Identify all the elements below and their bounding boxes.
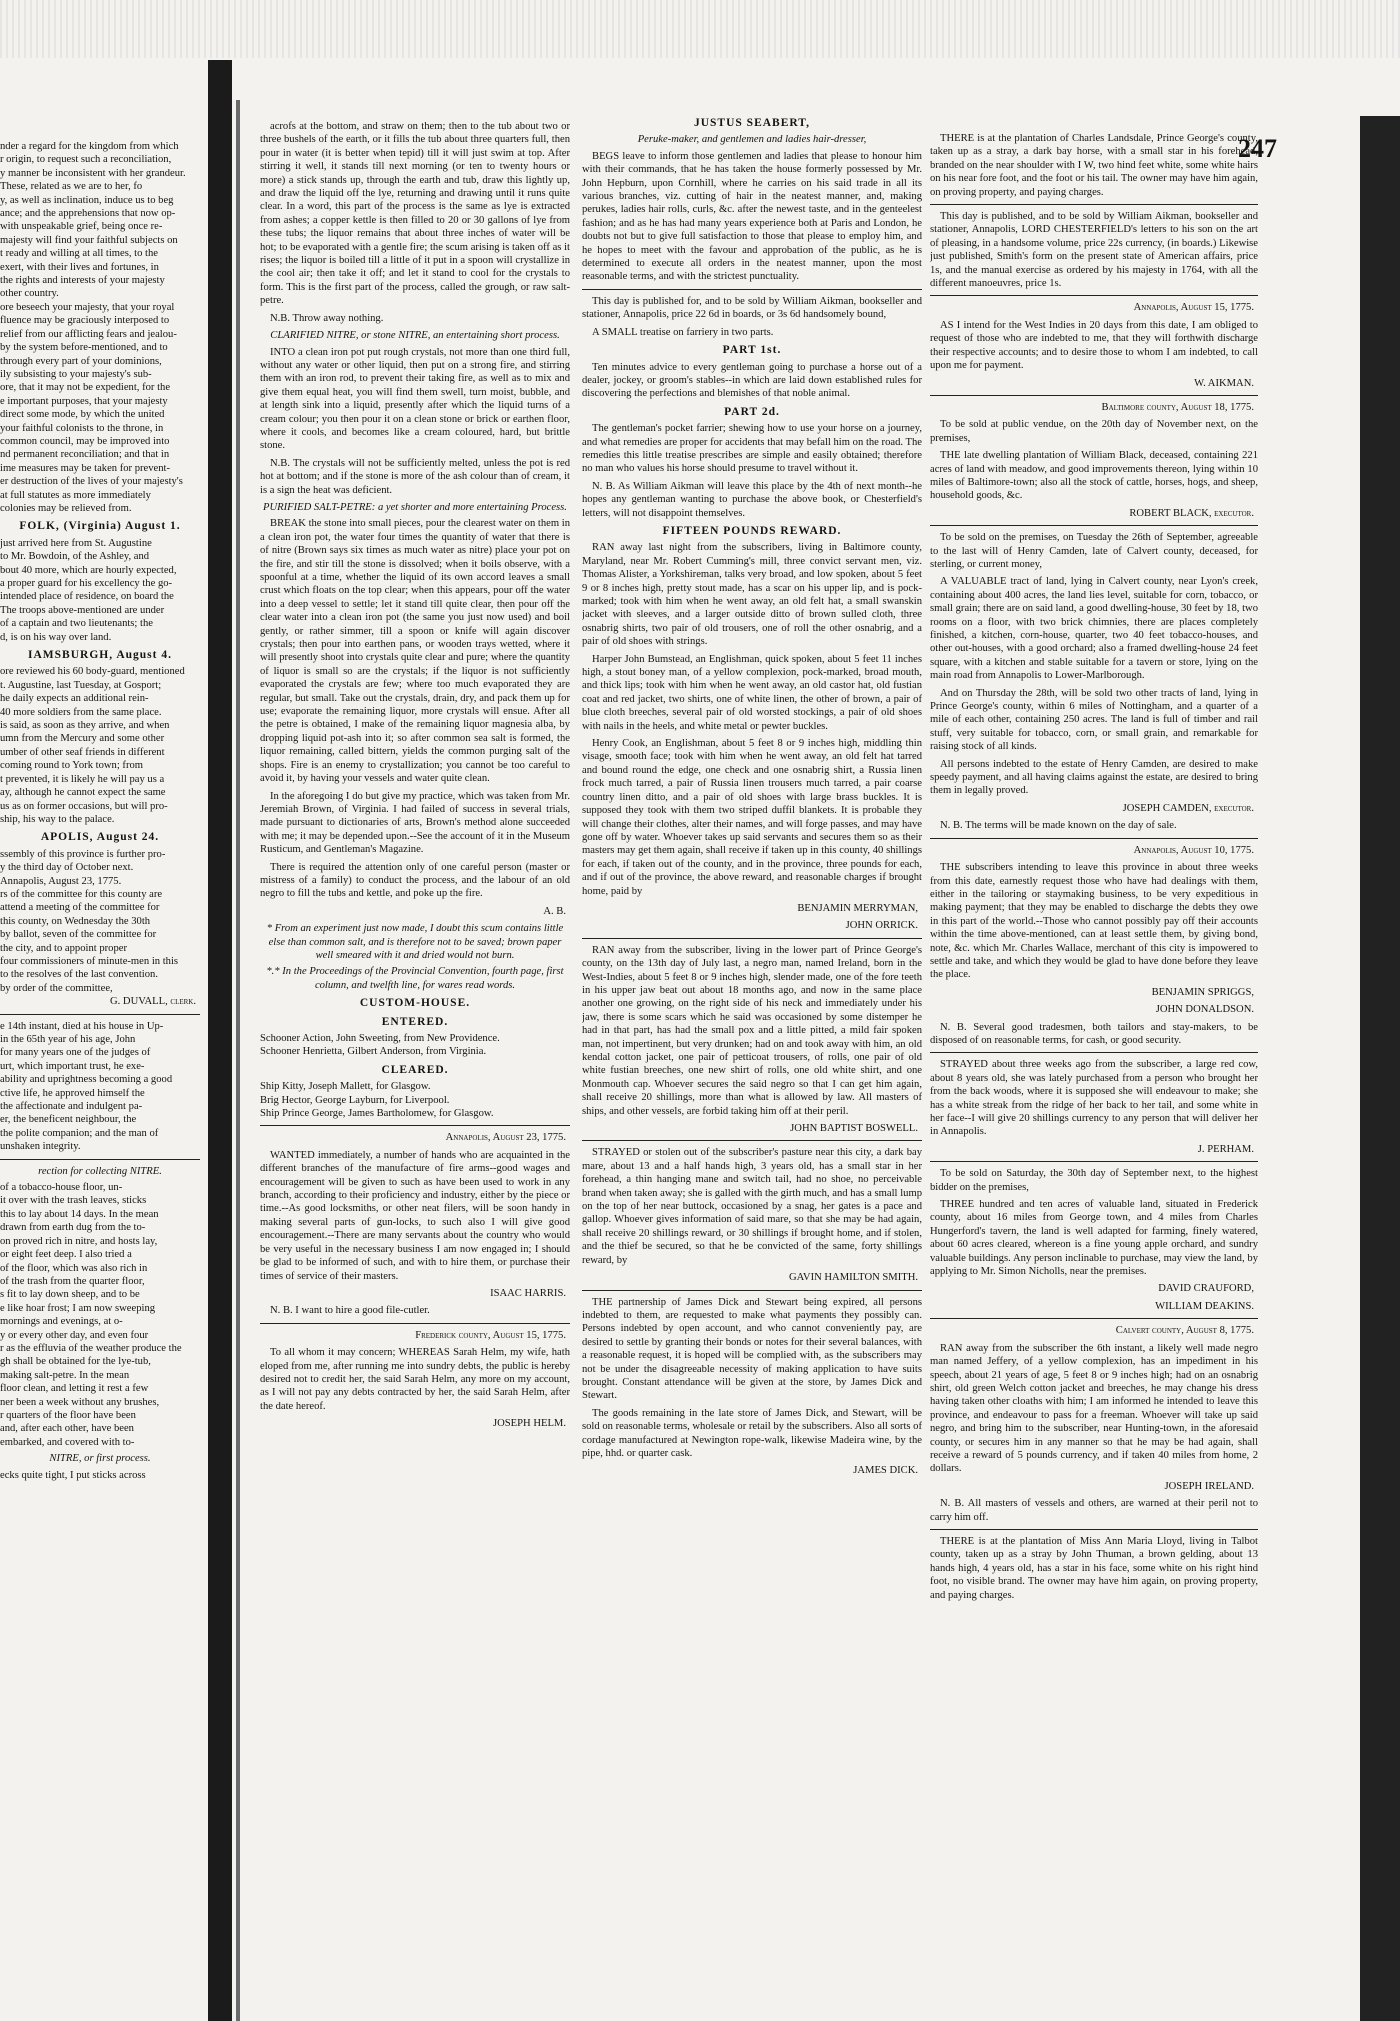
footnote-2: *.* In the Proceedings of the Provincial Convention, fourth page, first column, and twelfth line, for wares read words.	[266, 966, 564, 991]
rule	[930, 1161, 1258, 1162]
text-line: the affectionate and indulgent pa-	[0, 1101, 143, 1113]
heading-norfolk: FOLK, (Virginia) August 1.	[19, 520, 181, 533]
text-line: of the trash from the quarter floor,	[0, 1275, 145, 1287]
text-line: of a captain and two lieutenants; the	[0, 618, 153, 630]
text-line: just arrived here from St. Augustine	[0, 537, 152, 549]
black-dateline: Baltimore county, August 18, 1775.	[1101, 401, 1254, 413]
ireland-ad: RAN away from the subscriber the 6th instant, a likely well made negro man named Jeffery, of a yellow complexion, has an impediment in his speech, about 21 years of age, 5 feet 8 or 9 inches high; had on an osnabrig shirt, old green Welch cotton jacket and breeches, he may change his dress having taken other cloaths with him; I am informed he intended to leave this province, and endeavour to pass for a freeman. Whoever will take up said negro, and bring him to the subscriber, near Hunting-town, in the aforesaid county, or secures him in any manner so that he may be had again, shall receive a reward of 5 pounds currency, and if taken 40 miles from home, 2 dollars.	[930, 1342, 1258, 1475]
merryman-signature: BENJAMIN MERRYMAN,	[797, 902, 918, 914]
text-line: fluence may be graciously interposed to	[0, 315, 170, 327]
attention-text: There is required the attention only of one careful person (master or mistress of a family) to conduct the process, and the labour of an old negro to fill the tubs and kettle, and poke up the fire.	[260, 861, 570, 900]
dick-signature: JAMES DICK.	[853, 1465, 918, 1477]
spriggs-dateline: Annapolis, August 10, 1775.	[1133, 844, 1254, 856]
smith-signature: GAVIN HAMILTON SMITH.	[789, 1272, 918, 1284]
text-line: r origin, to request such a reconciliation,	[0, 154, 172, 166]
cleared-line: Ship Prince George, James Bartholomew, for Glasgow.	[260, 1108, 494, 1120]
text-line: on proved rich in nitre, and hosts lay,	[0, 1235, 158, 1247]
strayed-mare-ad: STRAYED or stolen out of the subscriber's pasture near this city, a dark bay mare, about 13 and a half hands high, 3 years old, has a small star in her forehead, a thin hanging mane and switch tail, had no shoe, no perceivable brand when taken away; she is galled with the girth much, and has a small lump on the top of her near buttock, occasioned by a snag, her gates is a pace and gallop. Whoever gives information of said mare, so that she may be had again, shall receive 20 shillings reward, or 30 shillings if brought home, and if stolen, and the thief be secured, so that he be convicted of the same, forty shillings reward, by	[582, 1147, 922, 1266]
camden-ad: A VALUABLE tract of land, lying in Calvert county, near Lyon's creek, containing about 400 acres, the land lies level, suitable for corn, tobacco, or small grain; there are on said land, a good dwelling-house, 30 feet by 18, two rooms on a floor, with two brick chimnies, there are places completely finished, a kitchen, corn-house, quarter, two 40 feet tobacco-houses, and other out-houses, with a good orchard; also a framed dwelling-house 24 feet square, with a kitchen and stable suitable for a tavern or store, lying on the main road from Annapolis to Lower-Marlborough.	[930, 576, 1258, 682]
purified-text: BREAK the stone into small pieces, pour the clearest water on them in a clean iron pot, the water four times the quantity of water that there is of nitre (Brown says six times as much water as nitre) place your pot on the fire, and stir till the stone is dissolved; when it boils observe, with a spoonful at a time, whether the liquid of its own accord leaves a small crust which floats on the top clear; when this appears, pour off the water into a deep vessel to settle; let it stand till quite clear, then pour off the clear water into a clean iron pot (the same you just now used) and boil gently, or rather simmer, till a spoon or knife will again discover crystals; then pour into earthen pans, or wooden trays wetted, where it will presently shoot into crystals quite clear and pure; where the quantity of liquor is small so are the crystals; if the liquor is not sufficiently evaporated the crystals are few; where too much evaporated they are regular, but small. Take out the crystals, drain, dry, and pack them up for use; evaporate the remaining liquor, more crystals will ensue. After all the petre is obtained, I make of the remaining liquor magnesia alba, by dropping liquid pot-ash into it; so after common sea salt is formed, the liquor remaining, called bittern, yields the common purging salt of the shops. Fire is an enemy to crystallization; you cannot be too careful to avoid it, by having your vessels and water quite clean.	[260, 518, 570, 785]
text-line: e like hoar frost; I am now sweeping	[0, 1302, 156, 1314]
reward-ad-3: Henry Cook, an Englishman, about 5 feet 8 or 9 inches high, middling thin visage, smooth face; took with him when he went away, an old felt hat tarred and bound round the edge, one check and one osnabrig shirt, a Russia linen frock much tarred, a pair of Russia linen trousers much tarred, a pair coarse country linen ditto, and a pair of old shoes with large brass buckles. It is supposed they took with them two striped duffil blankets. It is probable they will change their clothes, alter their names, and will forge passes, and may have gone off by water. Whoever takes up said servants and secures them so as their masters may get them again, shall receive if taken up in this county, 40 shillings for each, if taken out of the county, and in the province, three pounds for each, and if out of the province, the above reward, and reasonable charges if brought home, paid by	[582, 738, 922, 897]
text-line: umber of other seaf friends in different	[0, 746, 165, 758]
rule	[930, 1529, 1258, 1530]
text-line: er, the beneficent neighbour, the	[0, 1114, 137, 1126]
text-line: by order of the committee,	[0, 982, 113, 994]
seabert-heading: JUSTUS SEABERT,	[693, 117, 810, 129]
text-line: ctive life, he approved himself the	[0, 1087, 145, 1099]
text-line: this to lay about 14 days. In the mean	[0, 1208, 159, 1220]
part2-text: The gentleman's pocket farrier; shewing how to use your horse on a journey, and what remedies are proper for accidents that may befall him on the road. The remedies this little treatise prescribes are simple and easily obtained; therefore no man who values his horse should presume to travel without it.	[582, 423, 922, 475]
text-line: to Mr. Bowdoin, of the Ashley, and	[0, 551, 150, 563]
text-line: of the floor, which was also rich in	[0, 1262, 148, 1274]
dick-goods: The goods remaining in the late store of James Dick, and Stewart, will be sold on reasonable terms, wholesale or retail by the subscribers. Also all sorts of cordage manufactured at Newington rope-walk, likewise Madeira wine, by the pipe, hhd. or quarter cask.	[582, 1407, 922, 1459]
text-line: umn from the Mercury and some other	[0, 733, 165, 745]
wanted-ad: WANTED immediately, a number of hands who are acquainted in the different branches of the manufacture of fire arms--good wages and encouragement will be given to such as have been used to work in any branch, according to their proficiency and industry, either by the piece or time.--As good locksmiths, or other neat filers, will be soon handy in making several parts of gun-locks, to such also I will give good encouragement.--There are many servants about the country who would be very useful in the necessary business I am now engaged in; I should be glad to be informed of such, and with to hire them, or purchase their times of service of their masters.	[260, 1149, 570, 1282]
rule	[930, 395, 1258, 396]
page-top-noise	[0, 0, 1400, 58]
column-3	[930, 132, 1258, 2002]
rule	[582, 289, 922, 290]
landsdale-ad: THERE is at the plantation of Charles Landsdale, Prince George's county, taken up as a stray, a dark bay horse, with a small star in his forehead, branded on the near shoulder with I W, two hind feet white, some white hairs on his near fore foot, and the foot or his tail. The owner may have him again, on proving property, and paying charges.	[930, 133, 1258, 198]
heading-purified-saltpetre: PURIFIED SALT-PETRE: a yet shorter and more entertaining Process.	[263, 501, 567, 513]
text-line: Annapolis, August 23, 1775.	[0, 875, 122, 887]
text-line: intended place of residence, on board the	[0, 591, 174, 603]
camden-nb: N. B. The terms will be made known on the day of sale.	[940, 820, 1177, 832]
reward-ad-2: Harper John Bumstead, an Englishman, quick spoken, about 5 feet 11 inches high, a stout boney man, of a yellow complexion, pock-marked, broad mouth, and thick lips; took with him when he went away, an old castor hat, old fustian coat and red jacket, two shirts, one of white linen, the other of brown, a pair of blue cloth breeches, several pair of old worsted stockings, a pair of old shoes with nails in the heels, and white metal or pewter buckles.	[582, 653, 922, 732]
ireland-signature: JOSEPH IRELAND.	[1164, 1480, 1254, 1492]
nitre-process-text: acrofs at the bottom, and straw on them; then to the tub about two or three bushels of the earth, or it fills the tub about three quarters full, then pour in water (it is better when tepid) till it will just swim at top. After stirring it well, it stands till next morning (or ten to twenty hours or more) a stick stands up, through the earth and tub, draw this lightly up, and draw the liquid off the lye, returning and drawing until it runs quite clear. In a word, this part of the process is the same as lye is extracted from ashes; a copper kettle is then filled to 20 or 30 gallons of lye from these tubs; the liquor remains that about three inches of water will be hot; to be evaporated with a gentle fire; the scum arising is taken off as it rises; the liquor is boiled till a little of it put in a spoon will crystallize in the cool air; then take it off; and let it stand to cool for the crystals to form. This is the first part of the process, called the grough, or raw salt-petre.	[260, 121, 570, 307]
heading-cleared: CLEARED.	[381, 1063, 449, 1076]
text-line: it over with the trash leaves, sticks	[0, 1195, 147, 1207]
black-intro: To be sold at public vendue, on the 20th day of November next, on the premises,	[930, 419, 1258, 444]
text-line: ship, his way to the palace.	[0, 813, 115, 825]
text-line: gh shall be obtained for the lye-tub,	[0, 1356, 151, 1368]
text-line: majesty will find your faithful subjects on	[0, 234, 178, 246]
camden-signature: JOSEPH CAMDEN, executor.	[1122, 802, 1254, 814]
heading-custom-house: CUSTOM-HOUSE.	[359, 997, 471, 1010]
rule	[930, 1052, 1258, 1053]
text-line: ore beseech your majesty, that your royal	[0, 301, 175, 313]
practice-text: In the aforegoing I do but give my practice, which was taken from Mr. Jeremiah Brown, of Virginia. I had failed of success in several trials, made pursuant to dictionaries of arts, Brown's method alone succeeded with me; it may be depended upon.--See the account of it in the Museum Rusticum, and Gentleman's Magazine.	[260, 790, 570, 856]
text-line: and, after each other, have been	[0, 1423, 134, 1435]
rule	[582, 1140, 922, 1141]
text-line: coming round to York town; from	[0, 760, 144, 772]
camden-ad-2: And on Thursday the 28th, will be sold two other tracts of land, lying in Prince George's county, within 6 miles of Nottingham, and a quarter of a mile of each other, containing 250 acres. The land is full of timber and rail stuff, very suitable for tobacco, corn, or small grain, and remarkable for raising stock of all kinds.	[930, 687, 1258, 753]
rule	[930, 838, 1258, 839]
text-line: nder a regard for the kingdom from which	[0, 141, 179, 152]
text-line: s fit to lay down sheep, and to be	[0, 1289, 140, 1301]
text-line: by ballot, seven of the committee for	[0, 929, 157, 941]
heading-annapolis: APOLIS, August 24.	[40, 831, 160, 844]
boswell-signature: JOHN BAPTIST BOSWELL.	[790, 1123, 918, 1135]
helm-signature: JOSEPH HELM.	[493, 1418, 566, 1430]
entered-line: Schooner Action, John Sweeting, from New Providence.	[260, 1033, 500, 1044]
crauford-signature: DAVID CRAUFORD,	[1158, 1283, 1254, 1295]
text-line: y or every other day, and even four	[0, 1329, 149, 1341]
text-line: bout 40 more, which are hourly expected,	[0, 564, 177, 576]
text-line: ner been a week without any brushes,	[0, 1396, 160, 1408]
text-line: your faithful colonists to the throne, in	[0, 422, 164, 434]
chesterfield-ad: This day is published, and to be sold by William Aikman, bookseller and stationer, Annapolis, LORD CHESTERFIELD's letters to his son on the art of pleasing, in a handsome volume, price 22s currency, (in boards.) Likewise just published, Smith's form on the present state of American affairs, price 1s, and the manual exercise as ordered by his majesty in 1764, with all the different manoeuvres, price 1s.	[930, 211, 1258, 290]
annapolis-lines	[0, 848, 200, 995]
text-line: colonies may be relieved from.	[0, 502, 132, 514]
rule	[582, 1290, 922, 1291]
donaldson-signature: JOHN DONALDSON.	[1155, 1004, 1254, 1016]
text-line: to the resolves of the last convention.	[0, 969, 158, 981]
text-line: y the third day of October next.	[0, 862, 134, 874]
text-line: floor clean, and letting it rest a few	[0, 1383, 149, 1395]
spriggs-ad: THE subscribers intending to leave this province in about three weeks from this date, earnestly request those who have had dealings with them, either in the tailoring or staymaking business, to be very expeditious in making payment; that they may be enabled to discharge the debts they owe in this part of the world.--Those who cannot possibly pay off their accounts within the time above-mentioned, can at least settle them, by giving bond, note, &c. which Mr. Charles Wallace, merchant of this city is impowered to settle and take, and which they would be glad to have done before they leave the place.	[930, 862, 1258, 981]
text-line: ime measures may be taken for prevent-	[0, 462, 171, 474]
aikman-notice: AS I intend for the West Indies in 20 days from this date, I am obliged to request of those who are indebted to me, that they will forthwith discharge their respective accounts; and to desire those to whom I am indebted, to call upon me for payment.	[930, 319, 1258, 372]
spriggs-signature: BENJAMIN SPRIGGS,	[1151, 986, 1254, 998]
text-line: common council, may be improved into	[0, 435, 170, 447]
part1-text: Ten minutes advice to every gentleman going to purchase a horse out of a dealer, jockey, or groom's stables--in which are laid down established rules for discovering the perfections and blemishes of that noble animal.	[582, 361, 922, 400]
crauford-ad: THREE hundred and ten acres of valuable land, situated in Frederick county, about 16 miles from George town, and 4 miles from Charles Hungerford's tavern, the land is well adapted for farming, finely watered, about 60 acres cleared, whereon is a fine young apple orchard, and sundry valuable buildings. Any person inclinable to purchase, may view the land, by applying to Mr. Simon Nicholls, near the premises.	[930, 1199, 1258, 1278]
part2-heading: PART 2d.	[724, 405, 780, 418]
rule	[0, 1014, 200, 1015]
page-number: 247	[1238, 134, 1277, 163]
text-line: ssembly of this province is further pro-	[0, 848, 166, 860]
text-line: t prevented, it is likely he will pay us a	[0, 773, 165, 785]
text-line: nd permanent reconciliation; and that in	[0, 449, 170, 461]
boswell-ad: RAN away from the subscriber, living in the lower part of Prince George's county, on the 13th day of July last, a negro man, named Ireland, born in the West-Indies, about 5 feet 8 or 9 inches high, slender made, one of the fore teeth in his upper jaw beat out about 18 months ago, and now in the same place another one growing, on the right side of his neck and immediately under his jaw, there is some scars which he said was occasioned by some distemper he had in that part, has had the small pox and a little pitted, a mild fair spoken man, not impertinent, but very drunken; had on and took away with him, an old kendal cotton jacket, one pair of petticoat trousers, of rolls, one pair of old white fustian breeches, one new shirt of rolls, one old white shirt, and one Monmouth cap. Whoever secures the said negro so that I can get him again, shall receive 20 shillings, more than what is allowed by law. All masters of ships, and other vessels, are forbid taking him off at their peril.	[582, 944, 922, 1117]
text-line: he daily expects an additional rein-	[0, 693, 149, 705]
text-line: d, is on his way over land.	[0, 631, 112, 643]
heading-nitre-direction: rection for collecting NITRE.	[38, 1165, 162, 1177]
duvall-signature: G. DUVALL, clerk.	[109, 996, 196, 1008]
text-line: this county, on Wednesday the 30th	[0, 915, 151, 927]
text-line: of a tobacco-house floor, un-	[0, 1182, 123, 1194]
text-line: exert, with their lives and fortunes, in	[0, 261, 159, 273]
rule	[930, 295, 1258, 296]
rule	[0, 1159, 200, 1160]
entered-line: Schooner Henrietta, Gilbert Anderson, from Virginia.	[260, 1046, 487, 1058]
aikman-signature: W. AIKMAN.	[1194, 377, 1254, 389]
text-line: the city, and to appoint proper	[0, 942, 127, 954]
camden-intro: To be sold on the premises, on Tuesday the 26th of September, agreeable to the last will of Henry Camden, late of Calvert county, deceased, for sterling, or current money,	[930, 532, 1258, 570]
text-line: e 14th instant, died at his house in Up-	[0, 1020, 164, 1032]
text-line: four commissioners of minute-men in this	[0, 955, 179, 967]
heading-entered: ENTERED.	[381, 1015, 449, 1028]
rule	[930, 1318, 1258, 1319]
text-line: y manner be inconsistent with her grandeur.	[0, 167, 186, 179]
perham-signature: J. PERHAM.	[1197, 1143, 1254, 1155]
lloyd-ad: THERE is at the plantation of Miss Ann Maria Lloyd, living in Talbot county, taken up as a stray by John Thuman, a brown gelding, about 13 hands high, 4 years old, has a star in his face, some white on his right hind foot, no visible brand. The owner may have him again, on proving property, and paying charges.	[930, 1535, 1258, 1601]
text-line: attend a meeting of the committee for	[0, 902, 160, 914]
text-line: ability and uprightness becoming a good	[0, 1074, 173, 1086]
helm-notice: To all whom it may concern; WHEREAS Sarah Helm, my wife, hath eloped from me, after running me into sundry debts, the public is hereby desired not to credit her, the said Sarah Helm, any more on my account, as I will not pay any debts contracted by her, the said Sarah Helm, after the date hereof.	[260, 1347, 570, 1412]
text-line: at full statutes as more immediately	[0, 489, 151, 501]
aikman-dateline: Annapolis, August 15, 1775.	[1133, 302, 1254, 314]
rule	[582, 938, 922, 939]
obituary-lines	[0, 1020, 200, 1154]
text-line: direct some mode, by which the united	[0, 409, 165, 421]
text-line: embarked, and covered with to-	[0, 1436, 135, 1448]
text-line: rs of the committee for this county are	[0, 888, 163, 900]
text-line: with unspeakable grief, being once re-	[0, 221, 163, 233]
text-line: other country.	[0, 288, 59, 300]
text-line: ily subsisting to your majesty's sub-	[0, 368, 152, 380]
part1-heading: PART 1st.	[722, 344, 782, 357]
text-line: unshaken integrity.	[0, 1141, 81, 1153]
footnote-1: * From an experiment just now made, I doubt this scum contains little else than common salt, and is therefore not to be saved; brown paper well smeared with it and dried would not burn.	[266, 923, 564, 961]
strayed-cow-ad: STRAYED about three weeks ago from the subscriber, a large red cow, about 8 years old, she was lately purchased from a person who brought her from the back woods, where it is supposed she will endeavour to make; she has a white streak from the ridge of her back to her tail, and some white in her face--I will give 20 shillings currency to any person that will deliver her in Annapolis.	[930, 1059, 1258, 1138]
heading-clarified-nitre: CLARIFIED NITRE, or stone NITRE, an entertaining short process.	[270, 330, 560, 342]
text-line: ore, that it may not be expedient, for the	[0, 382, 171, 394]
text-line: drawn from earth dug from the to-	[0, 1222, 146, 1234]
clarified-text: INTO a clean iron pot put rough crystals, not more than one third full, without any water or other liquid, then put on a strong fire, and stirring them with an iron rod, to prevent their taking fire, as well as to mix and give them equal heat, you will find them swell, turn moist, bubble, and at length sink into a liquid, presently after which the liquid turns of a cream colour; you then pour it on a clean stone or brick or earthen floor, where it cools, and becomes like a cream coloured, hard, but brittle stone.	[260, 346, 570, 452]
left-column-lines	[0, 140, 200, 515]
wanted-dateline: Annapolis, August 23, 1775.	[445, 1132, 566, 1144]
text-line: the rights and interests of your majesty	[0, 275, 165, 287]
clarified-note: N.B. The crystals will not be sufficiently melted, unless the pot is red hot at bottom; and if the stone is more of the ash colour than of cream, it is a sign the heat was deficient.	[260, 457, 570, 496]
rule	[930, 525, 1258, 526]
text-line: mornings and evenings, at o-	[0, 1316, 123, 1328]
text-line: ore reviewed his 60 body-guard, mentioned	[0, 666, 185, 678]
norfolk-lines	[0, 537, 200, 644]
text-line: ay, although he cannot expect the same	[0, 787, 166, 799]
text-line: er destruction of the lives of your majesty's	[0, 476, 183, 488]
rule	[930, 204, 1258, 205]
orrick-signature: JOHN ORRICK.	[845, 920, 918, 932]
ireland-nb: N. B. All masters of vessels and others, are warned at their peril not to carry him off.	[930, 1498, 1258, 1523]
text-line: ance; and the apprehensions that now op-	[0, 208, 176, 220]
text-line: y, as well as inclination, induce us to beg	[0, 194, 174, 206]
aikman-title: A SMALL treatise on farriery in two parts.	[592, 326, 774, 338]
text-line: e important purposes, that your majesty	[0, 395, 168, 407]
rule	[260, 1125, 570, 1126]
text-line: for many years one of the judges of	[0, 1047, 151, 1059]
crauford-intro: To be sold on Saturday, the 30th day of September next, to the highest bidder on the premises,	[930, 1168, 1258, 1193]
rule	[260, 1323, 570, 1324]
heading-williamsburgh: IAMSBURGH, August 4.	[28, 649, 172, 662]
text-line: making salt-petre. In the mean	[0, 1369, 130, 1381]
seabert-ad: BEGS leave to inform those gentlemen and ladies that please to honour him with their commands, that he has taken the house formerly possessed by Mr. John Hepburn, upon Cornhill, where he carries on his said trade in all its various branches, viz. cutting of hair in the neatest manner, and, making perukes, ladies hair rolls, curls, &c. after the newest taste, and in the genteelest fashion; and as he has had many years experience both at Paris and London, he doubts not but to give full satisfaction to those that please to employ him, and he hopes to meet with the favour and approbation of the public, as he is determined to execute all orders in the neatest manner, upon the most reasonable terms, and with the strictest punctuality.	[582, 150, 922, 283]
text-line: t ready and willing at all times, to the	[0, 248, 158, 260]
nitre-foot-line: ecks quite tight, I put sticks across	[0, 1469, 146, 1481]
text-line: a proper guard for his excellency the go-	[0, 578, 173, 589]
williamsburgh-lines	[0, 665, 200, 826]
text-line: The troops above-mentioned are under	[0, 604, 165, 616]
text-line: urt, which important trust, he exe-	[0, 1060, 145, 1072]
cleared-line: Ship Kitty, Joseph Mallett, for Glasgow.	[260, 1081, 431, 1093]
text-line: the polite companion; and the man of	[0, 1127, 159, 1139]
text-line: r as the effluvia of the weather produce the	[0, 1342, 182, 1354]
nitre-lines	[0, 1181, 200, 1449]
part2-nb: N. B. As William Aikman will leave this place by the 4th of next month--he hopes any gentleman wanting to purchase the above book, or Chesterfield's letters, will not disappoint themselves.	[582, 480, 922, 519]
cleared-line: Brig Hector, George Layburn, for Liverpool.	[260, 1094, 450, 1106]
text-line: or eight feet deep. I also tried a	[0, 1249, 132, 1261]
aikman-intro: This day is published for, and to be sold by William Aikman, bookseller and stationer, Annapolis, price 22 6d in boards, or 3s 6d handsomely bound,	[582, 295, 922, 321]
ab-signature: A. B.	[543, 905, 566, 917]
text-line: These, related as we are to her, fo	[0, 181, 143, 193]
heading-nitre-process: NITRE, or first process.	[49, 1453, 151, 1465]
text-line: through every part of your dominions,	[0, 355, 162, 367]
text-line: by the system before-mentioned, and to	[0, 342, 168, 354]
camden-ad-3: All persons indebted to the estate of Henry Camden, are desired to make speedy payment, and all having claims against the estate, are desired to bring them in legally proved.	[930, 758, 1258, 797]
text-line: in the 65th year of his age, John	[0, 1034, 136, 1045]
left-partial-column	[0, 140, 200, 2010]
reward-ad-1: RAN away last night from the subscribers, living in Baltimore county, Maryland, near Mr. Robert Cumming's mill, three convict servant men, viz. Thomas Alister, a Yorkshireman, talks very broad, and low spoken, about 5 feet 9 or 8 inches high, pretty stout made, has a scar on his upper lip, and is pock-marked; took with him when he went away, an old felt hat, a small swanskin jacket with sleeves, and a larger outside ditto of brown sulled cloth, three osnabrig shirts, two pair of old trousers, one of roll the other osnabrig, and a pair of old shoes with strings.	[582, 542, 922, 648]
nitre-note: N.B. Throw away nothing.	[270, 312, 384, 324]
black-signature: ROBERT BLACK, executor.	[1129, 507, 1254, 519]
black-ad: THE late dwelling plantation of William Black, deceased, containing 221 acres of land with meadow, and good improvements thereon, lying within 10 miles of Baltimore-town; also all the stock of cattle, horses, hogs, and sheep, household goods, &c.	[930, 450, 1258, 502]
column-2	[582, 112, 922, 2002]
text-line: t. Augustine, last Tuesday, at Gosport;	[0, 679, 162, 691]
seabert-subheading: Peruke-maker, and gentlemen and ladies hair-dresser,	[637, 134, 867, 146]
spriggs-nb: N. B. Several good tradesmen, both tailors and stay-makers, to be disposed of on reasonable terms, for cash, or good security.	[930, 1021, 1258, 1046]
wanted-nb: N. B. I want to hire a good file-cutler.	[270, 1305, 430, 1317]
text-line: is said, as soon as they arrive, and when	[0, 720, 170, 732]
book-spine-edge	[236, 100, 240, 2021]
helm-dateline: Frederick county, August 15, 1775.	[415, 1329, 566, 1341]
ireland-dateline: Calvert county, August 8, 1775.	[1115, 1325, 1254, 1337]
harris-signature: ISAAC HARRIS.	[490, 1287, 566, 1299]
deakins-signature: WILLIAM DEAKINS.	[1155, 1300, 1254, 1312]
text-line: us as on former occasions, but will pro-	[0, 800, 168, 812]
column-1	[260, 120, 570, 2010]
page-right-edge	[1360, 116, 1400, 2021]
reward-heading: FIFTEEN POUNDS REWARD.	[662, 524, 842, 537]
text-line: relief from our afflicting fears and jealou-	[0, 328, 177, 340]
text-line: 40 more soldiers from the same place.	[0, 706, 162, 718]
dick-notice: THE partnership of James Dick and Stewart being expired, all persons indebted to them, are requested to make what payments they possibly can. Persons indebted by open account, and who cannot conveniently pay, are desired to settle by granting their bonds or notes for their several balances, with a reasonable request, it is hoped will be complied with, as the subscribers may not be under the disagreeable necessity of making application to have suits brought. Constant attendance will be given at the store, by James Dick and Stewart.	[582, 1296, 922, 1402]
book-spine-shadow	[208, 60, 232, 2021]
text-line: r quarters of the floor have been	[0, 1409, 136, 1421]
